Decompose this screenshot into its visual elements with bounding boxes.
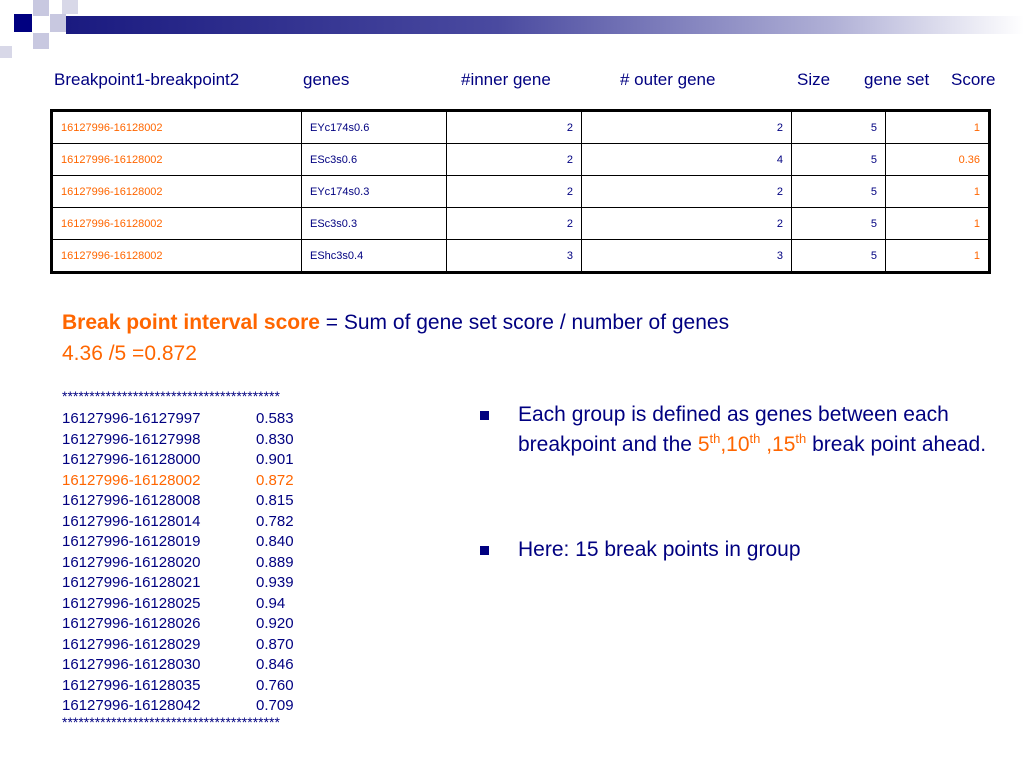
interval-score: 0.583 (256, 410, 294, 427)
list-item (62, 656, 294, 677)
ordinal-suffix: th (749, 431, 761, 446)
header-breakpoints: Breakpoint1-breakpoint2 (54, 70, 240, 89)
bullet-num-15: ,15 (760, 433, 796, 456)
header-outer-gene: # outer gene (620, 70, 716, 89)
cell-range: 16127996-16128002 (52, 111, 302, 144)
cell-size: 5 (792, 111, 886, 144)
bullet-text-main: Each group is defined as genes between each breakpoint and the (518, 403, 949, 456)
ordinal-suffix: th (795, 431, 807, 446)
interval-range: 16127996-16127997 (62, 410, 201, 427)
header-gene-set: gene set (864, 70, 930, 89)
header-size: Size (797, 70, 831, 89)
interval-score: 0.872 (256, 471, 294, 489)
interval-range: 16127996-16128021 (62, 574, 201, 591)
interval-score: 0.760 (256, 676, 294, 694)
cell-inner: 2 (447, 176, 582, 208)
interval-range: 16127996-16128014 (62, 512, 201, 530)
interval-score: 0.846 (256, 656, 294, 673)
formula-line (62, 311, 729, 335)
cell-score: 1 (886, 240, 990, 273)
gene-set-table (50, 109, 991, 274)
interval-range: 16127996-16128020 (62, 553, 201, 571)
interval-range: 16127996-16128026 (62, 615, 201, 632)
cell-range: 16127996-16128002 (52, 208, 302, 240)
bullet-text-end: break point ahead. (806, 433, 987, 456)
cell-score: 0.36 (886, 144, 990, 176)
formula-text: = Sum of gene set score / number of genes (319, 311, 730, 334)
interval-range: 16127996-16128025 (62, 594, 201, 612)
table-row (52, 208, 990, 240)
cell-size: 5 (792, 176, 886, 208)
decor-square (33, 0, 49, 16)
cell-size: 5 (792, 208, 886, 240)
interval-range: 16127996-16128008 (62, 492, 201, 509)
cell-outer: 2 (582, 208, 792, 240)
list-item (62, 677, 294, 698)
interval-score: 0.870 (256, 635, 294, 653)
interval-score: 0.901 (256, 451, 294, 468)
list-item (62, 615, 294, 636)
cell-range: 16127996-16128002 (52, 240, 302, 273)
decorative-title-bar (0, 0, 1024, 64)
interval-score: 0.830 (256, 430, 294, 448)
cell-gene: EYc174s0.3 (302, 176, 447, 208)
cell-score: 1 (886, 208, 990, 240)
list-item-highlighted (62, 472, 294, 493)
interval-score: 0.889 (256, 553, 294, 571)
interval-score: 0.920 (256, 615, 294, 632)
cell-gene: EShc3s0.4 (302, 240, 447, 273)
list-item (62, 636, 294, 657)
cell-gene: ESc3s0.3 (302, 208, 447, 240)
bullet-num-10: ,10 (720, 433, 750, 456)
list-item (62, 574, 294, 595)
cell-outer: 2 (582, 176, 792, 208)
cell-size: 5 (792, 144, 886, 176)
interval-range: 16127996-16128019 (62, 533, 201, 550)
interval-range: 16127996-16127998 (62, 430, 201, 448)
header-inner-gene: #inner gene (461, 70, 551, 89)
cell-outer: 2 (582, 111, 792, 144)
header-genes: genes (303, 70, 350, 89)
ordinal-suffix: th (709, 431, 721, 446)
gradient-bar (66, 16, 1024, 34)
interval-range: 16127996-16128042 (62, 697, 201, 714)
cell-score: 1 (886, 111, 990, 144)
list-item (62, 492, 294, 513)
interval-score: 0.782 (256, 512, 294, 530)
decor-square (62, 0, 78, 14)
interval-score: 0.815 (256, 492, 294, 509)
interval-score: 0.709 (256, 697, 294, 714)
list-item (62, 554, 294, 575)
separator-stars-top: **************************************** (62, 388, 280, 404)
decor-square (0, 46, 12, 58)
header-score: Score (951, 70, 996, 89)
cell-inner: 3 (447, 240, 582, 273)
bullet-text (518, 400, 988, 460)
list-item (62, 533, 294, 554)
formula-label: Break point interval score (62, 311, 320, 334)
list-item (62, 431, 294, 452)
table-row (52, 240, 990, 273)
cell-outer: 3 (582, 240, 792, 273)
decor-square (14, 14, 32, 32)
cell-size: 5 (792, 240, 886, 273)
cell-outer: 4 (582, 144, 792, 176)
interval-range: 16127996-16128035 (62, 676, 201, 694)
list-item (62, 595, 294, 616)
interval-score-list (62, 410, 294, 718)
list-item (62, 451, 294, 472)
interval-range: 16127996-16128002 (62, 471, 201, 489)
cell-gene: EYc174s0.6 (302, 111, 447, 144)
bullet-text: Here: 15 break points in group (518, 538, 801, 561)
interval-range: 16127996-16128000 (62, 451, 201, 468)
interval-score: 0.94 (256, 594, 286, 612)
cell-inner: 2 (447, 111, 582, 144)
cell-range: 16127996-16128002 (52, 176, 302, 208)
cell-inner: 2 (447, 144, 582, 176)
cell-score: 1 (886, 176, 990, 208)
decor-square (50, 14, 66, 32)
square-bullet-icon (480, 411, 489, 420)
table-row (52, 111, 990, 144)
cell-range: 16127996-16128002 (52, 144, 302, 176)
interval-range: 16127996-16128030 (62, 656, 201, 673)
table-row (52, 176, 990, 208)
decor-square (14, 33, 32, 49)
list-item (62, 513, 294, 534)
decor-square (33, 33, 49, 49)
square-bullet-icon (480, 546, 489, 555)
interval-score: 0.939 (256, 574, 294, 591)
list-item (62, 410, 294, 431)
cell-gene: ESc3s0.6 (302, 144, 447, 176)
cell-inner: 2 (447, 208, 582, 240)
formula-result: 4.36 /5 =0.872 (62, 342, 197, 365)
bullet-num-5: 5 (697, 433, 710, 456)
interval-score: 0.840 (256, 533, 294, 550)
separator-stars-bottom: **************************************** (62, 714, 280, 730)
table-row (52, 144, 990, 176)
interval-range: 16127996-16128029 (62, 635, 201, 653)
